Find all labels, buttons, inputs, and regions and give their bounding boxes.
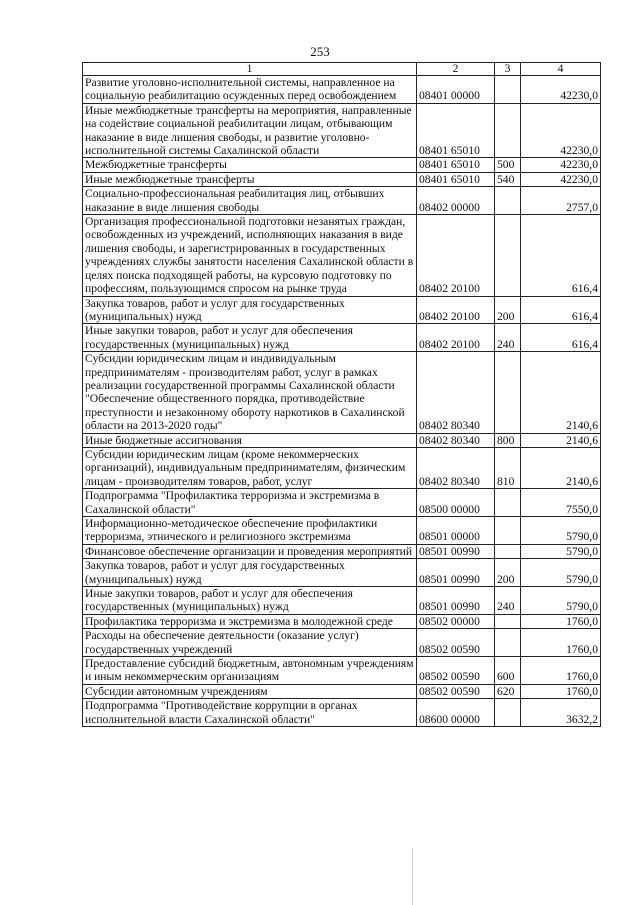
row-target-code: 08502 00590 <box>417 657 495 685</box>
table-row <box>83 559 601 587</box>
row-expense-group <box>495 629 521 657</box>
row-target-code: 08402 20100 <box>417 324 495 352</box>
row-amount: 616,4 <box>521 296 601 324</box>
row-target-code: 08402 80340 <box>417 352 495 433</box>
row-expense-group: 240 <box>495 587 521 615</box>
row-target-code: 08501 00000 <box>417 517 495 545</box>
row-expense-group: 620 <box>495 684 521 698</box>
row-description: Иные закупки товаров, работ и услуг для обеспечения государственных (муниципальных) нужд <box>83 587 417 615</box>
row-expense-group: 240 <box>495 324 521 352</box>
row-expense-group <box>495 544 521 558</box>
row-amount: 2757,0 <box>521 187 601 215</box>
row-description: Иные межбюджетные трансферты <box>83 172 417 186</box>
table-row <box>83 172 601 186</box>
row-description: Информационно-методическое обеспечение профилактики терроризма, этнического и религиозного экстремизма <box>83 517 417 545</box>
row-target-code: 08600 00000 <box>417 699 495 727</box>
row-description: Субсидии автономным учреждениям <box>83 684 417 698</box>
row-amount: 616,4 <box>521 324 601 352</box>
column-header: 2 <box>417 63 495 76</box>
row-target-code: 08402 80340 <box>417 433 495 447</box>
row-expense-group: 200 <box>495 296 521 324</box>
row-target-code: 08502 00590 <box>417 629 495 657</box>
table-row <box>83 187 601 215</box>
column-header: 1 <box>83 63 417 76</box>
row-amount: 1760,0 <box>521 684 601 698</box>
scan-seam-line <box>412 848 413 905</box>
table-row <box>83 158 601 172</box>
row-amount: 42230,0 <box>521 158 601 172</box>
row-amount: 2140,6 <box>521 447 601 488</box>
row-expense-group: 810 <box>495 447 521 488</box>
row-amount: 5790,0 <box>521 587 601 615</box>
column-header: 3 <box>495 63 521 76</box>
row-amount: 5790,0 <box>521 559 601 587</box>
row-amount: 42230,0 <box>521 76 601 104</box>
row-description: Субсидии юридическим лицам (кроме некоммерческих организаций), индивидуальным предпринимателям, физическим лицам - производителям товаров, работ, услуг <box>83 447 417 488</box>
table-header-row <box>83 63 601 76</box>
table-row <box>83 614 601 628</box>
table-row <box>83 215 601 296</box>
table-row <box>83 657 601 685</box>
table-row <box>83 433 601 447</box>
row-amount: 5790,0 <box>521 544 601 558</box>
row-expense-group <box>495 699 521 727</box>
row-description: Социально-профессиональная реабилитация лиц, отбывших наказание в виде лишения свободы <box>83 187 417 215</box>
row-target-code: 08501 00990 <box>417 544 495 558</box>
row-description: Межбюджетные трансферты <box>83 158 417 172</box>
row-target-code: 08502 00590 <box>417 684 495 698</box>
row-description: Финансовое обеспечение организации и проведения мероприятий <box>83 544 417 558</box>
budget-table <box>82 62 601 727</box>
row-target-code: 08501 00990 <box>417 559 495 587</box>
row-description: Развитие уголовно-исполнительной системы, направленное на социальную реабилитацию осужденных перед освобождением <box>83 76 417 104</box>
table-row <box>83 517 601 545</box>
row-description: Предоставление субсидий бюджетным, автономным учреждениям и иным некоммерческим организациям <box>83 657 417 685</box>
row-target-code: 08402 00000 <box>417 187 495 215</box>
table-row <box>83 684 601 698</box>
table-row <box>83 352 601 433</box>
row-expense-group: 800 <box>495 433 521 447</box>
table-row <box>83 489 601 517</box>
row-target-code: 08402 20100 <box>417 215 495 296</box>
row-expense-group <box>495 614 521 628</box>
row-amount: 2140,6 <box>521 433 601 447</box>
page-number: 253 <box>310 44 330 59</box>
row-target-code: 08502 00000 <box>417 614 495 628</box>
row-target-code: 08401 00000 <box>417 76 495 104</box>
row-target-code: 08401 65010 <box>417 172 495 186</box>
row-target-code: 08501 00990 <box>417 587 495 615</box>
row-description: Организация профессиональной подготовки незанятых граждан, освобожденных из учреждений, исполняющих наказания в виде лишения свободы, и зарегистрированных в государственных учреждениях службы занятости населения Сахалинской области в целях поиска подходящей работы, на курсовую подготовку по профессиям, пользующимся спросом на рынке труда <box>83 215 417 296</box>
row-expense-group <box>495 103 521 158</box>
row-description: Расходы на обеспечение деятельности (оказание услуг) государственных учреждений <box>83 629 417 657</box>
row-target-code: 08402 20100 <box>417 296 495 324</box>
row-description: Иные закупки товаров, работ и услуг для обеспечения государственных (муниципальных) нужд <box>83 324 417 352</box>
table-row <box>83 629 601 657</box>
table-row <box>83 296 601 324</box>
row-description: Иные межбюджетные трансферты на мероприятия, направленные на содействие социальной реабилитации лицам, отбывающим наказание в виде лишения свободы, и развитие уголовно-исполнительной системы Сахалинской области <box>83 103 417 158</box>
row-amount: 1760,0 <box>521 614 601 628</box>
row-description: Иные бюджетные ассигнования <box>83 433 417 447</box>
row-expense-group <box>495 352 521 433</box>
row-description: Подпрограмма "Профилактика терроризма и экстремизма в Сахалинской области" <box>83 489 417 517</box>
row-description: Закупка товаров, работ и услуг для государственных (муниципальных) нужд <box>83 296 417 324</box>
row-expense-group <box>495 489 521 517</box>
row-amount: 1760,0 <box>521 629 601 657</box>
table-row <box>83 324 601 352</box>
row-amount: 616,4 <box>521 215 601 296</box>
row-target-code: 08500 00000 <box>417 489 495 517</box>
row-expense-group <box>495 76 521 104</box>
row-expense-group <box>495 187 521 215</box>
row-amount: 42230,0 <box>521 103 601 158</box>
row-amount: 1760,0 <box>521 657 601 685</box>
table-row <box>83 587 601 615</box>
row-amount: 3632,2 <box>521 699 601 727</box>
table-row <box>83 699 601 727</box>
row-description: Профилактика терроризма и экстремизма в молодежной среде <box>83 614 417 628</box>
table-row <box>83 447 601 488</box>
row-description: Закупка товаров, работ и услуг для государственных (муниципальных) нужд <box>83 559 417 587</box>
table-row <box>83 544 601 558</box>
row-expense-group <box>495 517 521 545</box>
row-expense-group: 200 <box>495 559 521 587</box>
row-amount: 7550,0 <box>521 489 601 517</box>
row-description: Подпрограмма "Противодействие коррупции в органах исполнительной власти Сахалинской области" <box>83 699 417 727</box>
row-expense-group: 540 <box>495 172 521 186</box>
column-header: 4 <box>521 63 601 76</box>
row-expense-group: 600 <box>495 657 521 685</box>
row-amount: 42230,0 <box>521 172 601 186</box>
table-row <box>83 103 601 158</box>
row-target-code: 08401 65010 <box>417 103 495 158</box>
row-description: Субсидии юридическим лицам и индивидуальным предпринимателям - производителям работ, услуг в рамках реализации государственной программы Сахалинской области "Обеспечение общественного порядка, противодействие преступности и незаконному обороту наркотиков в Сахалинской области на 2013-2020 годы" <box>83 352 417 433</box>
row-amount: 2140,6 <box>521 352 601 433</box>
row-target-code: 08402 80340 <box>417 447 495 488</box>
table-row <box>83 76 601 104</box>
row-expense-group: 500 <box>495 158 521 172</box>
row-target-code: 08401 65010 <box>417 158 495 172</box>
row-amount: 5790,0 <box>521 517 601 545</box>
row-expense-group <box>495 215 521 296</box>
